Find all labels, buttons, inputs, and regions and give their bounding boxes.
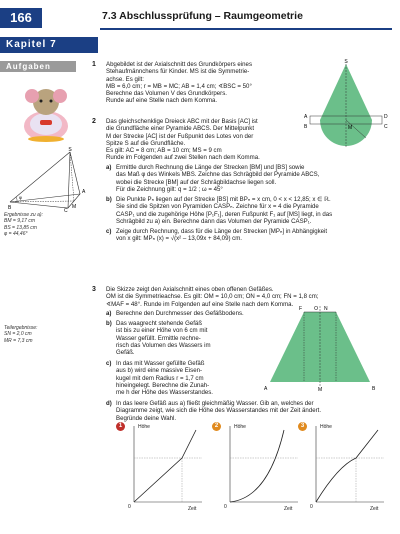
- origin-label: 0: [128, 504, 131, 510]
- task-line: ∢MAF = 48°. Runde im Folgenden auf eine Stelle nach dem Komma.: [106, 300, 294, 308]
- part-line: Berechne den Durchmesser des Gefäßbodens.: [116, 310, 244, 317]
- task-line: Spitze S auf die Grundfläche.: [106, 139, 186, 147]
- page-number: 166: [0, 8, 42, 28]
- part-line: Die Punkte Pₙ liegen auf der Strecke [BS] mit BPₙ = x cm, 0 < x < 12,85; x ∈ ℝ.: [116, 196, 331, 203]
- task-line: Das gleichschenklige Dreieck ABC mit der Basis [AC] ist: [106, 118, 258, 125]
- task-3d: [106, 400, 396, 422]
- cone-label-c: C: [384, 124, 388, 130]
- graph-2: [212, 422, 302, 526]
- part-line: wobei die Strecke [BM] auf der Schrägbildachse liegen soll.: [116, 178, 277, 186]
- task-line: Berechne das Volumen V des Grundkörpers.: [106, 90, 227, 98]
- part-line: ist bis zu einer Höhe von 6 cm mit: [116, 327, 208, 335]
- note-line: Teilergebnisse:: [4, 325, 38, 331]
- label-b: B: [8, 205, 12, 211]
- graph-1: [116, 422, 206, 526]
- part-line: Diagramme zeigt, wie sich die Höhe des Wasserstandes mit der Zeit ändert.: [116, 407, 322, 415]
- task-line: Stehaufmännchens für Kinder. MS ist die Symmetrie-: [106, 68, 250, 76]
- note-line: Ergebnisse zu a):: [4, 212, 43, 218]
- graph-3: [298, 422, 388, 526]
- page-title: 7.3 Abschlussprüfung – Raumgeometrie: [102, 10, 303, 22]
- graph-number: 3: [298, 422, 307, 431]
- cone-label-d: D: [384, 114, 388, 120]
- task-2-intro: [106, 118, 306, 162]
- label-a: A: [82, 189, 86, 195]
- part-label: b): [106, 320, 112, 327]
- part-line: CASP₁ und die zugehörige Höhe [P₁F₁], deren Fußpunkt F₁ auf [MS] liegt, in das: [116, 210, 333, 218]
- task-line: MB = 6,0 cm; r = MB = MC; AB = 1,4 cm; ∢BSC = 50°: [106, 82, 252, 90]
- vessel-label-n: N: [324, 306, 328, 312]
- graph-number: 2: [212, 422, 221, 431]
- part-label: b): [106, 196, 112, 203]
- note-line: BS = 13,85 cm: [4, 224, 37, 231]
- task-line: M der Strecke [AC] ist der Fußpunkt des Lotes von der: [106, 132, 254, 140]
- part-line: Gefäß.: [116, 349, 135, 357]
- part-line: Sie sind die Spitzen von Pyramiden CASPₙ. Zeichne für x = 4 die Pyramide: [116, 203, 319, 211]
- cone-label-s: S: [344, 59, 348, 65]
- y-axis-label: Höhe: [138, 424, 150, 430]
- y-axis-label: Höhe: [320, 424, 332, 430]
- label-c: C: [64, 208, 68, 212]
- task-number: 2: [92, 118, 96, 125]
- graph-number: 1: [116, 422, 125, 431]
- note-line: SN = 2,0 cm: [4, 331, 32, 338]
- task-1-text: [106, 61, 296, 105]
- task-3c: [106, 360, 276, 396]
- part-label: c): [106, 228, 112, 235]
- task-line: die Grundfläche einer Pyramide ABCS. Der Mittelpunkt: [106, 125, 255, 133]
- part-line: In das mit Wasser gefüllte Gefäß: [116, 360, 205, 367]
- part-line: kugel mit dem Radius r = 1,7 cm: [116, 374, 204, 382]
- vessel-label-b: B: [372, 386, 376, 392]
- part-line: Für die Zeichnung gilt: q = 1/2 ; ω = 45°: [116, 185, 223, 193]
- task-number: 1: [92, 61, 96, 68]
- part-label: d): [106, 400, 112, 407]
- pyramid-figure: [8, 146, 88, 212]
- vessel-label-m: M: [318, 387, 323, 393]
- label-s: S: [68, 147, 72, 153]
- origin-label: 0: [310, 504, 313, 510]
- side-note-partial: [4, 325, 37, 344]
- task-3b: [106, 320, 276, 356]
- vessel-figure: [262, 302, 394, 398]
- part-label: c): [106, 360, 112, 367]
- note-line: φ = 44,46°: [4, 230, 28, 237]
- part-line: aus b) wird eine massive Eisen-: [116, 367, 203, 375]
- part-line: von x gilt: MPₙ (x) = √(x² – 13,09x + 84,09) cm.: [116, 235, 242, 243]
- note-line: BM = 9,17 cm: [4, 218, 35, 225]
- task-line: Die Skizze zeigt den Axialschnitt eines oben offenen Gefäßes.: [106, 286, 274, 293]
- note-line: MR = 7,3 cm: [4, 337, 33, 344]
- cone-label-b: B: [304, 124, 308, 130]
- cone-figure: [300, 58, 396, 164]
- part-line: das Maß φ des Winkels MBS. Zeichne das Schrägbild der Pyramide ABCS,: [116, 171, 320, 179]
- origin-label: 0: [224, 504, 227, 510]
- toy-image: [14, 76, 78, 142]
- part-line: Ermittle durch Rechnung die Länge der Strecken [BM] und [BS] sowie: [116, 164, 305, 171]
- task-line: achse. Es gilt:: [106, 75, 144, 83]
- part-line: hineingelegt. Berechne die Zunah-: [116, 381, 210, 389]
- task-2a: [106, 164, 396, 193]
- task-line: Runde im Folgenden auf zwei Stellen nach dem Komma.: [106, 154, 260, 162]
- label-m: M: [72, 204, 77, 210]
- vessel-label-f: F: [299, 306, 303, 312]
- chapter-tab: Kapitel 7: [0, 37, 98, 53]
- part-line: Begründe deine Wahl.: [116, 414, 177, 422]
- vessel-label-o: O: [314, 306, 318, 312]
- part-line: Zeige durch Rechnung, dass für die Länge der Strecken [MPₙ] in Abhängigkeit: [116, 228, 328, 235]
- vessel-label-a: A: [264, 386, 268, 392]
- x-axis-label: Zeit: [370, 506, 379, 512]
- task-2c: [106, 228, 396, 243]
- part-line: risch das Volumen des Wassers im: [116, 341, 211, 349]
- x-axis-label: Zeit: [188, 506, 197, 512]
- part-line: me h der Höhe des Wasserstandes.: [116, 389, 213, 397]
- part-line: Das waagrecht stehende Gefäß: [116, 320, 203, 327]
- cone-label-m: M: [348, 125, 353, 131]
- part-label: a): [106, 164, 112, 171]
- part-line: Schrägbild zu a) ein. Berechne dann das Volumen der Pyramide CASP₁.: [116, 217, 312, 225]
- side-note-results: [4, 212, 43, 237]
- part-label: a): [106, 310, 112, 317]
- part-line: Wasser gefüllt. Ermittle rechne-: [116, 334, 201, 342]
- section-label: Aufgaben: [0, 61, 76, 72]
- cone-label-a: A: [304, 114, 308, 120]
- x-axis-label: Zeit: [284, 506, 293, 512]
- task-2b: [106, 196, 396, 225]
- label-phi: φ: [19, 195, 22, 200]
- task-line: Runde auf eine Stelle nach dem Komma.: [106, 97, 218, 105]
- y-axis-label: Höhe: [234, 424, 246, 430]
- task-number: 3: [92, 286, 96, 293]
- task-3a: [106, 310, 276, 317]
- page-header: [0, 8, 400, 28]
- task-line: Abgebildet ist der Axialschnitt des Grundkörpers eines: [106, 61, 252, 68]
- header-rule: [100, 28, 392, 30]
- task-line: OM ist die Symmetrieachse. Es gilt: OM = 10,0 cm; ON = 4,0 cm; FN = 1,8 cm;: [106, 293, 319, 301]
- part-line: In das leere Gefäß aus a) fließt gleichmäßig Wasser. Gib an, welches der: [116, 400, 314, 407]
- task-line: Es gilt: AC = 8 cm; AB = 10 cm; MS = 9 cm: [106, 147, 222, 155]
